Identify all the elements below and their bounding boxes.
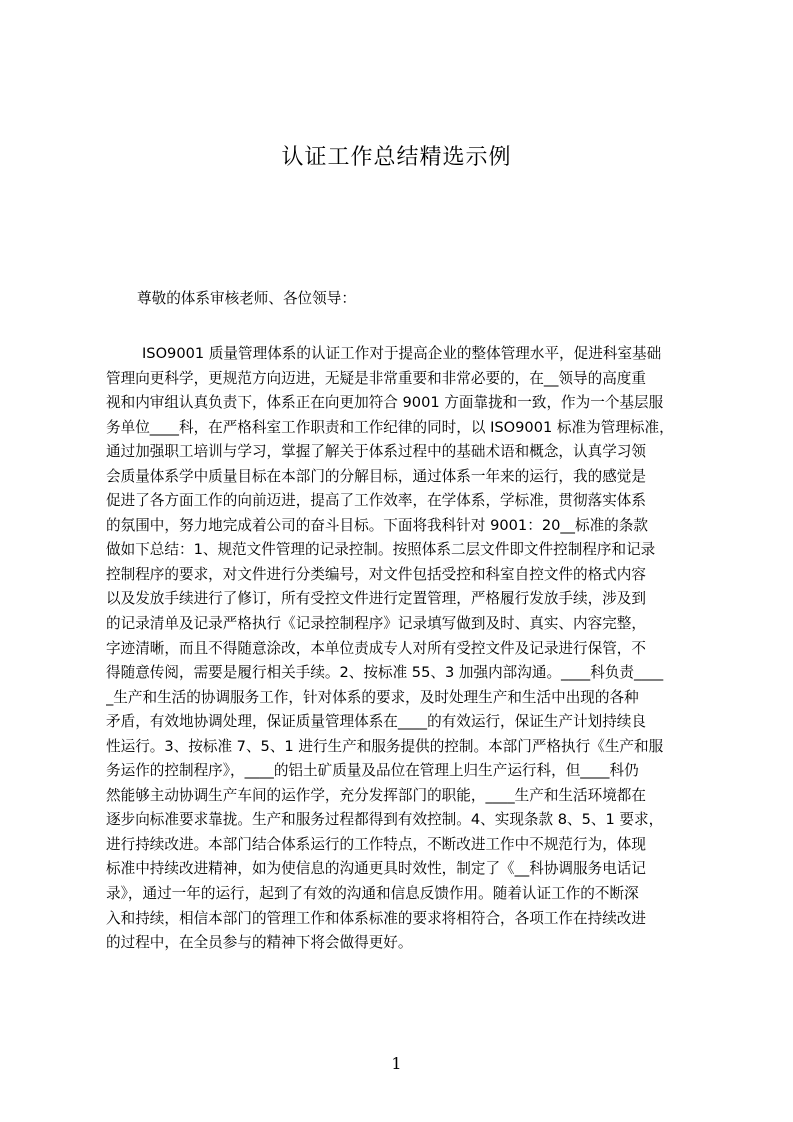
body-line: 性运行。3、按标准 7、5、1 进行生产和服务提供的控制。本部门严格执行《生产和服 bbox=[106, 737, 664, 755]
body-line: ISO9001 质量管理体系的认证工作对于提高企业的整体管理水平，促进科室基础 bbox=[142, 345, 662, 362]
body-line: 的氛围中，努力地完成着公司的奋斗目标。下面将我科针对 9001：20__标准的条款 bbox=[106, 516, 648, 534]
body-line: 的记录清单及记录严格执行《记录控制程序》记录填写做到及时、真实、内容完整， bbox=[106, 615, 646, 633]
body-line: 逐步向标准要求靠拢。生产和服务过程都得到有效控制。4、实现条款 8、5、1 要求， bbox=[106, 811, 664, 829]
body-line: 矛盾，有效地协调处理，保证质量管理体系在____的有效运行，保证生产计划持续良 bbox=[106, 713, 646, 731]
salutation: 尊敬的体系审核老师、各位领导： bbox=[137, 290, 356, 307]
body-line: 务运作的控制程序》，____的铝土矿质量及品位在管理上归生产运行科，但____科仍 bbox=[106, 762, 639, 780]
body-line: 录》，通过一年的运行，起到了有效的沟通和信息反馈作用。随着认证工作的不断深 bbox=[106, 885, 639, 903]
body-line: 做如下总结：1、规范文件管理的记录控制。按照体系二层文件即文件控制程序和记录 bbox=[106, 541, 656, 559]
body-line: 会质量体系学中质量目标在本部门的分解目标，通过体系一年来的运行，我的感觉是 bbox=[106, 467, 646, 485]
body-line: 以及发放手续进行了修订，所有受控文件进行定置管理，严格履行发放手续，涉及到 bbox=[106, 590, 646, 608]
document-title: 认证工作总结精选示例 bbox=[281, 145, 512, 170]
body-line: 标准中持续改进精神，如为使信息的沟通更具时效性，制定了《__科协调服务电话记 bbox=[106, 860, 646, 878]
body-line: 务单位____科，在严格科室工作职责和工作纪律的同时，以 ISO9001 标准为管理标准， bbox=[106, 418, 674, 436]
body-text bbox=[106, 342, 700, 956]
body-line: 入和持续，相信本部门的管理工作和体系标准的要求将相符合，各项工作在持续改进 bbox=[106, 909, 646, 927]
body-line: 然能够主动协调生产车间的运作学，充分发挥部门的职能，____生产和生活环境都在 bbox=[106, 786, 646, 804]
body-line: 促进了各方面工作的向前迈进，提高了工作效率，在学体系，学标准，贯彻落实体系 bbox=[106, 492, 646, 510]
body-line: 管理向更科学，更规范方向迈进，无疑是非常重要和非常必要的，在__领导的高度重 bbox=[106, 369, 646, 387]
body-line: 进行持续改进。本部门结合体系运行的工作特点，不断改进工作中不规范行为，体现 bbox=[106, 835, 646, 853]
body-line: 控制程序的要求，对文件进行分类编号，对文件包括受控和科室自控文件的格式内容 bbox=[106, 565, 646, 583]
body-line: 字迹清晰，而且不得随意涂改，本单位责成专人对所有受控文件及记录进行保管，不 bbox=[106, 639, 646, 657]
body-line: 得随意传阅，需要是履行相关手续。2、按标准 55、3 加强内部沟通。____科负责____ bbox=[106, 664, 664, 682]
body-line: 视和内审组认真负责下，体系正在向更加符合 9001 方面靠拢和一致，作为一个基层服 bbox=[106, 394, 664, 412]
page-number: 1 bbox=[391, 1054, 402, 1073]
body-line: 的过程中，在全员参与的精神下将会做得更好。 bbox=[106, 934, 413, 952]
body-line: _生产和生活的协调服务工作，针对体系的要求，及时处理生产和生活中出现的各种 bbox=[106, 688, 639, 706]
body-line: 通过加强职工培训与学习，掌握了解关于体系过程中的基础术语和概念，认真学习领 bbox=[106, 443, 646, 461]
